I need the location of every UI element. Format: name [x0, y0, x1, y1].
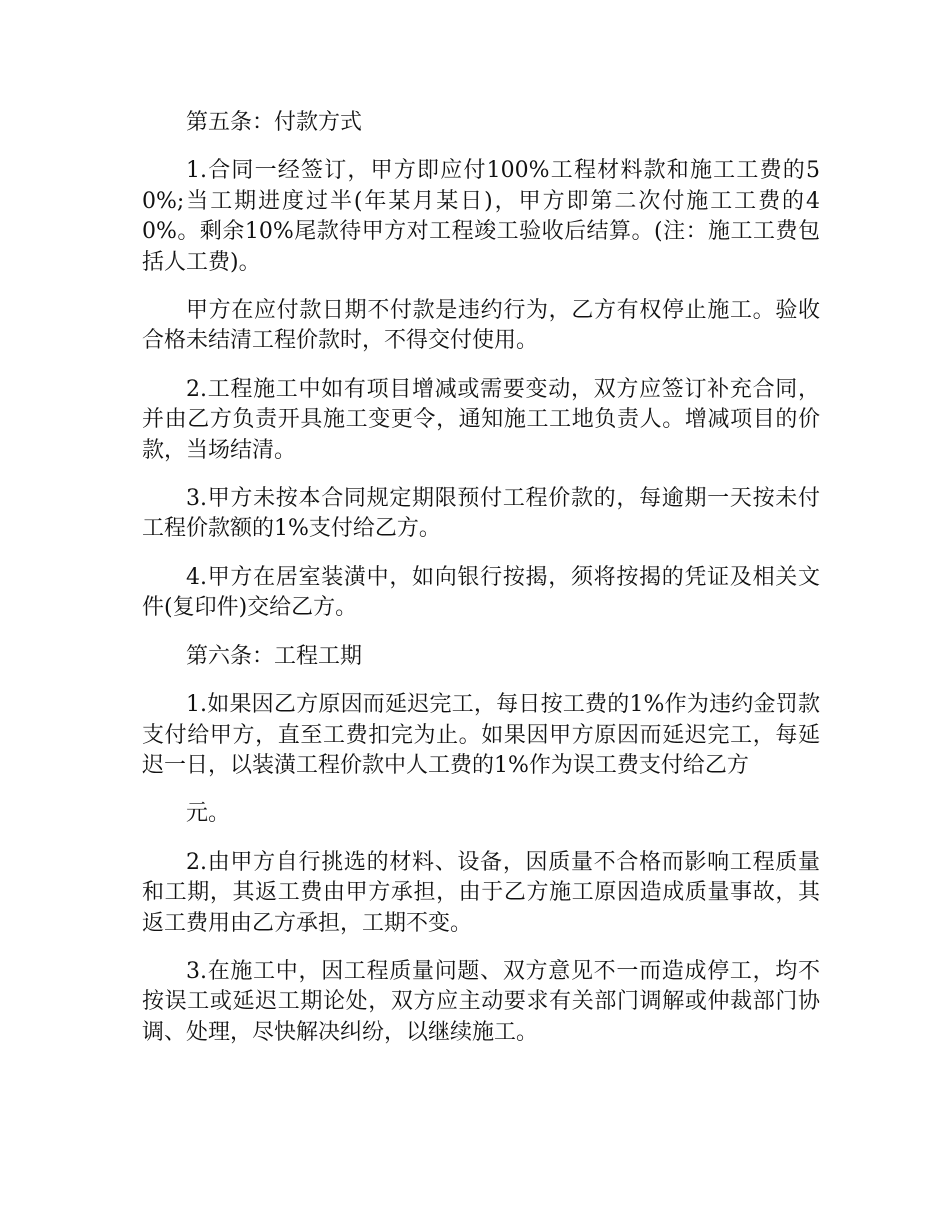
- paragraph-payment-2: 2.工程施工中如有项目增减或需要变动，双方应签订补充合同，并由乙方负责开具施工变更令，通知施工工地负责人。增减项目的价款，当场结清。: [142, 376, 820, 463]
- paragraph-payment-3: 3.甲方未按本合同规定期限预付工程价款的，每逾期一天按未付工程价款额的1%支付给乙方。: [142, 486, 820, 542]
- document-page: [142, 108, 820, 1066]
- paragraph-schedule-2: 2.由甲方自行挑选的材料、设备，因质量不合格而影响工程质量和工期，其返工费由甲方承担，由于乙方施工原因造成质量事故，其返工费用由乙方承担，工期不变。: [142, 849, 820, 936]
- paragraph-payment-1: 1.合同一经签订，甲方即应付100%工程材料款和施工工费的50%;当工期进度过半(年某月某日)，甲方即第二次付施工工费的40%。剩余10%尾款待甲方对工程竣工验收后结算。(注：施工工费包括人工费)。: [142, 158, 820, 275]
- paragraph-schedule-3: 3.在施工中，因工程质量问题、双方意见不一而造成停工，均不按误工或延迟工期论处，双方应主动要求有关部门调解或仲裁部门协调、处理，尽快解决纠纷，以继续施工。: [142, 958, 820, 1045]
- section-heading-schedule: 第六条：工程工期: [186, 643, 363, 669]
- paragraph-payment-default: 甲方在应付款日期不付款是违约行为，乙方有权停止施工。验收合格未结清工程价款时，不得交付使用。: [142, 298, 820, 354]
- paragraph-schedule-1-continued: 元。: [186, 801, 231, 827]
- paragraph-schedule-1: 1.如果因乙方原因而延迟完工，每日按工费的1%作为违约金罚款支付给甲方，直至工费扣完为止。如果因甲方原因而延迟完工，每延迟一日，以装潢工程价款中人工费的1%作为误工费支付给乙方: [142, 692, 820, 778]
- section-heading-payment: 第五条：付款方式: [186, 110, 363, 135]
- paragraph-payment-4: 4.甲方在居室装潢中，如向银行按揭，须将按揭的凭证及相关文件(复印件)交给乙方。: [142, 564, 820, 621]
